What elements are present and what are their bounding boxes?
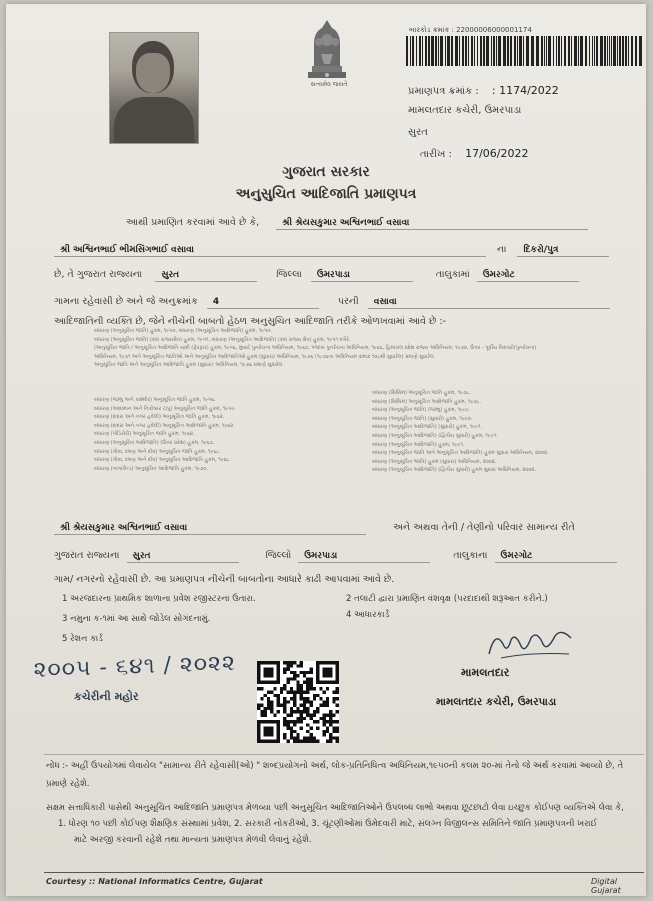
order-line: (અનુસૂચિત જાતિ / અનુસૂચિત આદિજાતિ યાદી (ફેરફાર) હુકમ, ૧૯૫૬, મુંબઈ પુનર્રચના અધિનિયમ, ૧૯૬૦, પંજાબ પુનર્રચના અધિનિયમ, ૧૯૬૬, હિમાચલ પ્રદેશ રાજ્ય અધિનિયમ, ૧૯૭૦, ઉત્તર - પૂર્વીય વિસ્તારો(પુનર્રચના) <box>94 345 537 352</box>
applicant-name: શ્રી શ્રેયસકુમાર અશ્વિનભાઈ વસાવા <box>276 218 588 230</box>
order-line: બંધારણ (અનુસૂચિત આદિજાતિ) (દ્વિતીય સુધારો) હુકમ, ૧૯૯૧. <box>372 432 498 439</box>
applicant-photo <box>109 32 199 144</box>
taluka-district-value: ઉમરપાડા <box>311 270 413 282</box>
qr-code <box>257 661 339 743</box>
header-district: સુરત <box>408 127 428 138</box>
order-line: બંધારણ (અનુસૂચિત જાતિ) હુકમ (સુધારા) અધિનિયમ, ૨૦૦૨. <box>372 458 497 465</box>
of-text: ના <box>497 244 507 255</box>
residence-state-text: ગુજરાત રાજ્યના <box>54 550 120 561</box>
note-line: પ્રમાણે રહેશે. <box>46 779 90 789</box>
certificate-title: અનુસુચિત આદિજાતિ પ્રમાણપત્ર <box>235 186 417 202</box>
document-item: 5 રેશન કાર્ડ <box>62 634 103 644</box>
order-line: બંધારણ (અનુસૂચિત આદિજાતિ) (દ્વિતીય સુધારો) હુકમ સુધારા અધિનિયમ, ૨૦૦૨. <box>372 467 536 474</box>
certify-row <box>126 217 588 230</box>
order-line: બંધારણ (પોંડિચેરી) અનુસૂચિત જાતિ હુકમ, ૧૯૬૪. <box>94 431 195 438</box>
orders-top <box>94 327 639 370</box>
footer-divider <box>44 872 644 873</box>
date-label: તારીખ : <box>420 149 452 160</box>
note-line: નોંધ :- અહીં ઉપયોગમાં લેવાયેલ "સામાન્ય રીતે રહેવાસી(ઓ) " શબ્દપ્રયોગનો અર્થ, લોક-પ્રતિનિધિત્વ અધિનિયમ,૧૯૫૦ની કલમ ૨૦-માં તેનો જે અર્થ કરવામાં આવ્યો છે, તે <box>46 761 624 771</box>
order-line: બંધારણ (અનુસૂચિત આદિજાતિ) (ઉત્તર પ્રદેશ) હુકમ, ૧૯૬૭. <box>94 439 215 446</box>
order-line: બંધારણ (અનુસૂચિત જાતિ) (જમ્મુ) હુકમ, ૧૯૮૯. <box>372 407 471 414</box>
government-title: ગુજરાત સરકાર <box>282 164 370 180</box>
family-text: અને અથવા તેની / તેણીનો પરિવાર સામાન્ય રીતે <box>393 522 575 533</box>
order-line: બંધારણ (અનુસૂચિત જાતિ) (સુધારો) હુકમ, ૧૯૯૦. <box>372 415 473 422</box>
father-name: શ્રી અશ્વિનભાઈ ભીમસિંગભાઈ વસાવા <box>54 245 486 257</box>
relation: દિકરો/પુત્ર <box>517 245 609 257</box>
residence-village-text: ગામ/ નગરનો રહેવાસી છે. આ પ્રમાણપત્ર નીચેની બાબતોના આધારે કાઢી આપવામાં આવે છે. <box>54 574 395 585</box>
order-line: બંધારણ (અનુસૂચિત જાતિ) (સંઘ રાજ્યક્ષેત્ર) હુકમ, ૧૯૫૧, બંધારણ (અનુસૂચિત આદિજાતિ) (સંઘ રાજ્ય ક્ષેત્ર) હુકમ, ૧૯૫૧ વગેરે. <box>94 336 351 343</box>
order-line: અનુસૂચિત જાતિ અને અનુસૂચિત આદિજાતિ હુકમ (સુધારા) અધિનિયમ, ૧૯૭૬ પ્રમાણે સુધારેલ <box>94 362 283 369</box>
order-line: બંધારણ (અનુસૂચિત આદિજાતિ) (સુધારો) હુકમ, ૧૯૯૧. <box>372 424 483 431</box>
orders-right <box>372 389 642 475</box>
authority-line: માટે અરજી કરવાની રહેશે તથા માન્યતા પ્રમાણપત્ર મેળવી લેવાનું રહેશે. <box>74 835 312 845</box>
order-line: બંધારણ (સિક્કિમ) અનુસૂચિત આદિજાતિ હુકમ, ૧૯૭૮. <box>372 398 482 405</box>
village-text: ગામના રહેવાસી છે અને જે અનુક્રમાંક <box>54 296 198 307</box>
location-row <box>54 269 579 282</box>
issue-date: 17/06/2022 <box>465 147 529 160</box>
office-line: મામલતદાર કચેરી, ઉમરપાડા <box>408 105 522 116</box>
barcode-number: બારકોડ ક્રમાંક : 22000006000001174 <box>409 26 532 34</box>
state-text: છે, તે ગુજરાત રાજ્યના <box>54 269 143 280</box>
ashoka-emblem-icon <box>302 14 352 89</box>
tribe-name: વસાવા <box>368 297 610 309</box>
date-row <box>420 147 528 160</box>
order-line: બંધારણ (જમ્મુ અને કાશ્મીર) અનુસૂચિત જાતિ હુકમ, ૧૯૫૬. <box>94 397 216 403</box>
inward-number-handwritten: ૨૦૦૫ - ૬૪૧ / ૨૦૨૨ <box>33 650 237 683</box>
order-line: બંધારણ (નાગાલેન્ડ) અનુસૂચિત આદિજાતિ હુકમ, ૧૯૭૦. <box>94 465 208 472</box>
document-item: 1 અરજદારના પ્રાથમિક શાળાના પ્રવેશ રજીસ્ટરના ઉતારા. <box>62 594 256 604</box>
order-line: અધિનિયમ, ૧૯૭૧ અને અનુસૂચિત જાતિઓ અને અનુસૂચિત આદિજાતિઓ હુકમ (સુધારા) અધિનિયમ, ૧૯૭૬ (૧૯૭૬ના અધિનિયમ ક્રમાંક ૧૦૮થી સુધારેલ) પ્રમાણે સુધારેલ <box>94 353 434 360</box>
order-line: બંધારણ (દાદરા અને નગર હવેલી) અનુસૂચિત જાતિ હુકમ, ૧૯૬૨. <box>94 414 225 421</box>
office-stamp: કચેરીની મહોર <box>74 690 139 703</box>
residence-taluka-label: તાલુકાના <box>453 550 488 561</box>
signatory-title: મામલતદાર <box>461 666 510 679</box>
certificate-no: : 1174/2022 <box>491 84 559 97</box>
residence-location-row <box>54 550 617 563</box>
authority-line: સક્ષમ સત્તાધિકારી પાસેથી અનુસૂચિત આદિજાતિ પ્રમાણપત્ર મેળવ્યા પછી અનુસૂચિત આદિજાતિઓને ઉપલબ્ધ લાભો અથવા છૂટછાટો લેવા ઇચ્છુક કોઈપણ વ્યક્તિએ લેવા કે, <box>46 803 624 813</box>
authority-line: 1. ધોરણ ૧૦ પછી કોઈપણ શૈક્ષણિક સંસ્થામાં પ્રવેશ, 2. સરકારી નોકરીઓ, 3. ચૂંટણીઓમાં ઉમેદવારી માટે, સંલગ્ન વિજીલન્સ સમિતિને જાતિ પ્રમાણપત્રની ખરાઈ <box>58 819 598 829</box>
taluka-label: તાલુકામાં <box>435 269 470 280</box>
order-line: બંધારણ (ગોવા, દમણ અને દીવ) અનુસૂચિત આદિજાતિ હુકમ, ૧૯૬૮. <box>94 457 231 464</box>
residence-name: શ્રી શ્રેયસકુમાર અશ્વિનભાઈ વસાવા <box>54 523 366 535</box>
signatory-office: મામલતદાર કચેરી, ઉમરપાડા <box>436 696 557 708</box>
father-row <box>54 244 609 257</box>
tribe-text: આદિજાતિની વ્યક્તિ છે, જેને નીચેની બાબતો હેઠળ અનુસુચિત આદિજાતિ તરીકે ઓળખવામાં આવે છે :- <box>54 316 446 327</box>
notes-divider <box>44 754 644 755</box>
district-value: સુરત <box>155 270 257 282</box>
residence-taluka-district: ઉમરપાડા <box>298 551 430 563</box>
document-item: 3 નમુના ક-૧માં આ સાથે જોડેલ સોગંદનામું. <box>62 614 211 624</box>
district-label: જિલ્લા <box>276 269 302 280</box>
order-line: બંધારણ (આંદામાન અને નિકોબાર ટાપુ) અનુસૂચિત જાતિ હુકમ, ૧૯૫૯. <box>94 405 237 412</box>
footer-courtesy: Courtesy :: National Informatics Centre, Gujarat <box>46 877 263 886</box>
order-line: બંધારણ (દાદરા અને નગર હવેલી) અનુસૂચિત આદિજાતિ હુકમ, ૧૯૬૨. <box>94 422 235 429</box>
emblem-caption: સત્યમેવ જયતે <box>310 81 348 88</box>
certificate-sheet <box>6 4 646 896</box>
serial-row <box>54 296 610 309</box>
residence-district-label: જિલ્લો <box>265 550 292 561</box>
barcode <box>406 36 644 66</box>
serial-no: 4 <box>207 297 319 309</box>
order-line: બંધારણ (અનુસૂચિત જાતિ અને અનુસૂચિત આદિજાતિ) હુકમ સુધારા અધિનિયમ, ૨૦૦૨. <box>372 450 549 457</box>
residence-district: સુરત <box>127 551 239 563</box>
order-line: બંધારણ (ગોવા, દમણ અને દીવ) અનુસૂચિત જાતિ હુકમ, ૧૯૬૮. <box>94 448 221 455</box>
order-line: બંધારણ (અનુસૂચિત આદિજાતિ) હુકમ, ૧૯૯૧. <box>372 441 465 448</box>
document-item: 2 તલાટી દ્વારા પ્રમાણિત વંશવૃક્ષ (પરદાદાથી શરૂઆત કરીને.) <box>346 594 548 604</box>
pani-text: પરની <box>337 296 359 307</box>
residence-row <box>54 522 575 535</box>
taluka-value: ઉમરગોટ <box>477 270 579 282</box>
order-line: બંધારણ (સિક્કિમ) અનુસૂચિત જાતિ હુકમ, ૧૯૭૮. <box>372 390 471 396</box>
residence-taluka: ઉમરગોટ <box>495 551 617 563</box>
orders-left <box>94 396 354 473</box>
certify-text: આથી પ્રમાણિત કરવામાં આવે છે કે, <box>126 217 260 228</box>
order-line: બંધારણ (અનુસૂચિત જાતિ) હુકમ, ૧૯૫૦, બંધારણ (અનુસૂચિત આદિજાતિ) હુકમ, ૧૯૫૦. <box>94 328 273 334</box>
document-item: 4 આધારકાર્ડ <box>346 610 390 620</box>
signature-icon <box>481 624 581 664</box>
footer-digital-gujarat: Digital Gujarat <box>591 877 621 895</box>
certificate-no-row <box>408 84 559 97</box>
certificate-no-label: પ્રમાણપત્ર ક્રમાંક : <box>408 86 479 97</box>
